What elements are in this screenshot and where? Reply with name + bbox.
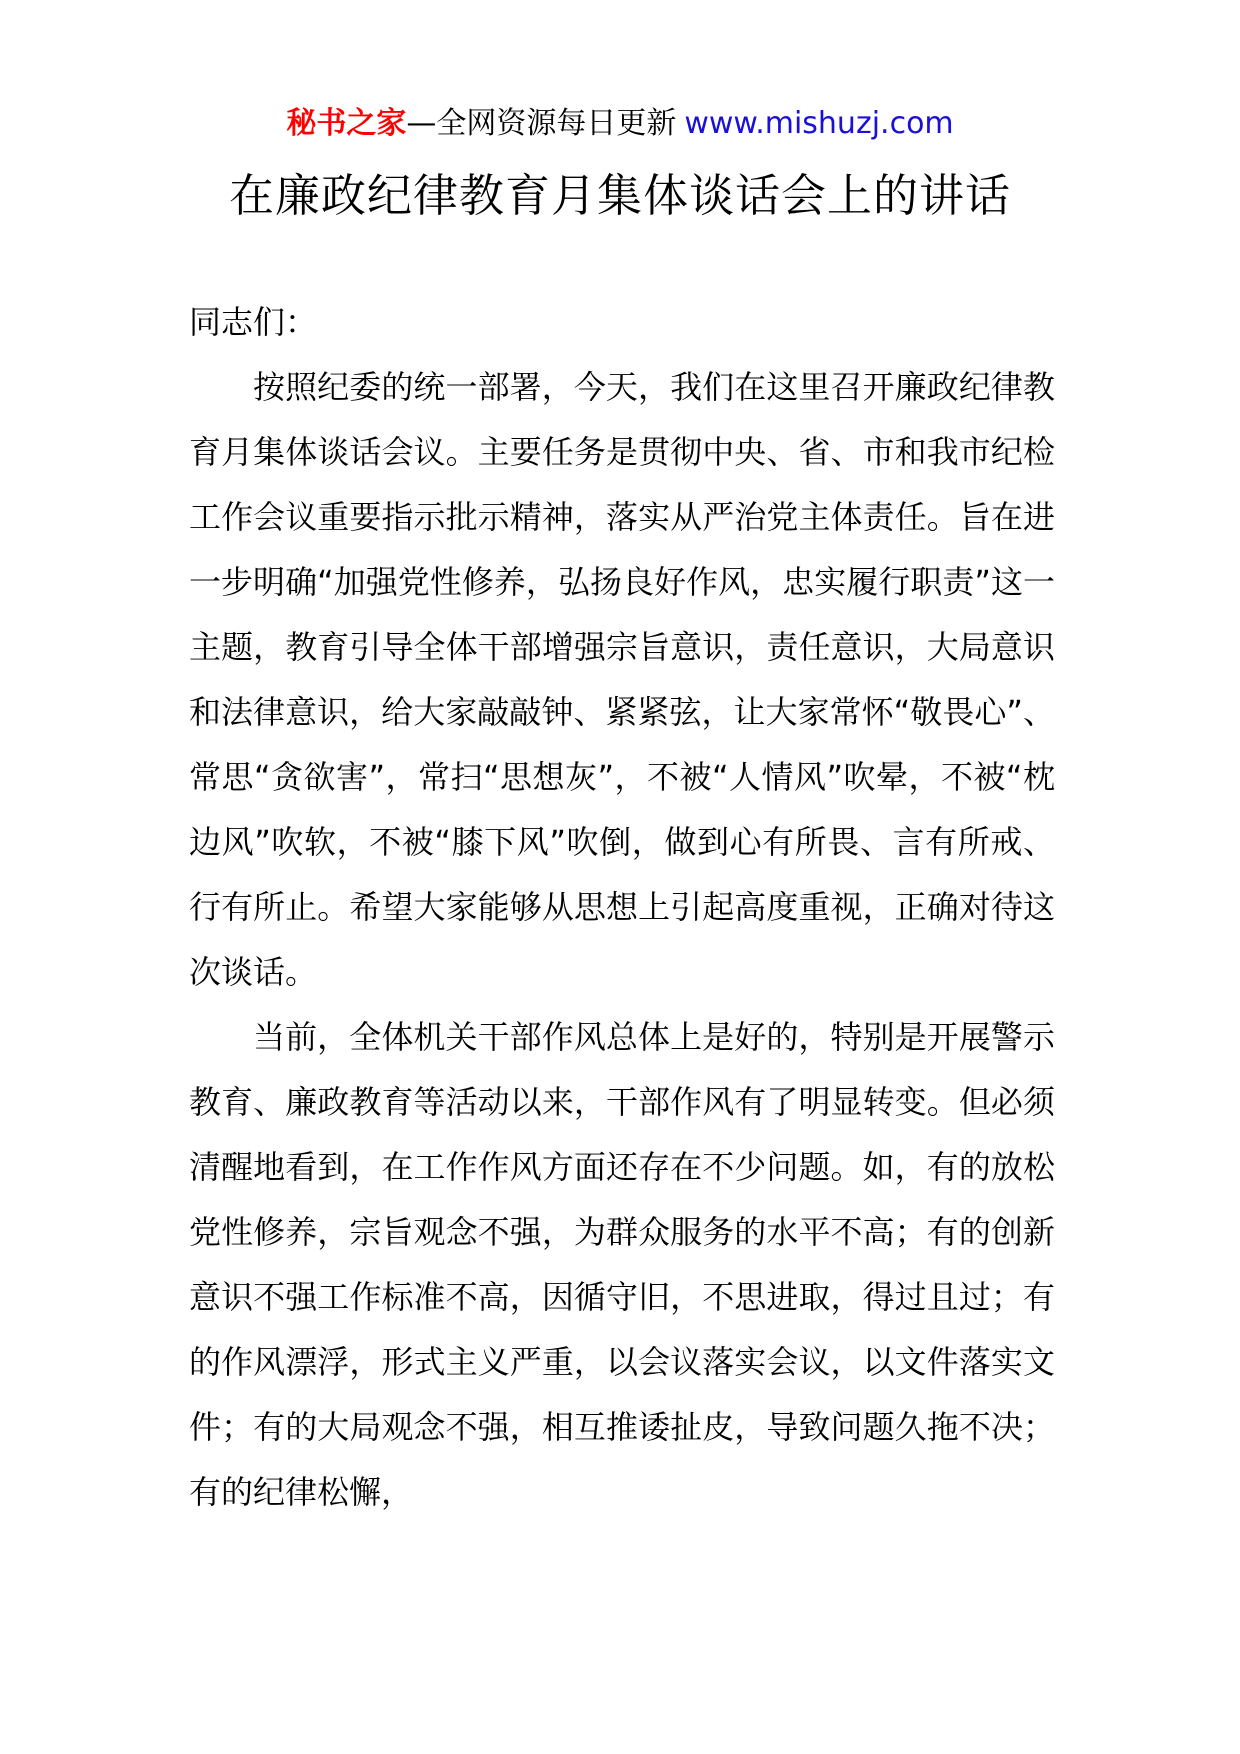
paragraph-1: 按照纪委的统一部署，今天，我们在这里召开廉政纪律教育月集体谈话会议。主要任务是贯彻中央、省、市和我市纪检工作会议重要指示批示精神，落实从严治党主体责任。旨在进一步明确“加强党性修养，弘扬良好作风，忠实履行职责”这一主题，教育引导全体干部增强宗旨意识，责任意识，大局意识和法律意识，给大家敲敲钟、紧紧弦，让大家常怀“敬畏心”、常思“贪欲害”，常扫“思想灰”，不被“人情风”吹晕，不被“枕边风”吹软，不被“膝下风”吹倒，做到心有所畏、言有所戒、行有所止。希望大家能够从思想上引起高度重视，正确对待这次谈话。 — [189, 368, 1055, 991]
document-title: 在廉政纪律教育月集体谈话会上的讲话 — [228, 169, 1011, 222]
salutation: 同志们： — [189, 303, 318, 341]
site-url-link[interactable]: www.mishuzj.com — [684, 106, 954, 141]
header-tagline: —全网资源每日更新 — [406, 106, 677, 141]
paragraph-2: 当前，全体机关干部作风总体上是好的，特别是开展警示教育、廉政教育等活动以来，干部作风有了明显转变。但必须清醒地看到，在工作作风方面还存在不少问题。如，有的放松党性修养，宗旨观念不强，为群众服务的水平不高；有的创新意识不强工作标准不高，因循守旧，不思进取，得过且过；有的作风漂浮，形式主义严重，以会议落实会议，以文件落实文件；有的大局观念不强，相互推诿扯皮，导致问题久拖不决；有的纪律松懈， — [189, 1018, 1055, 1511]
site-header — [0, 104, 1240, 144]
brand-name: 秘书之家 — [286, 106, 407, 141]
document-body — [189, 290, 1055, 1525]
